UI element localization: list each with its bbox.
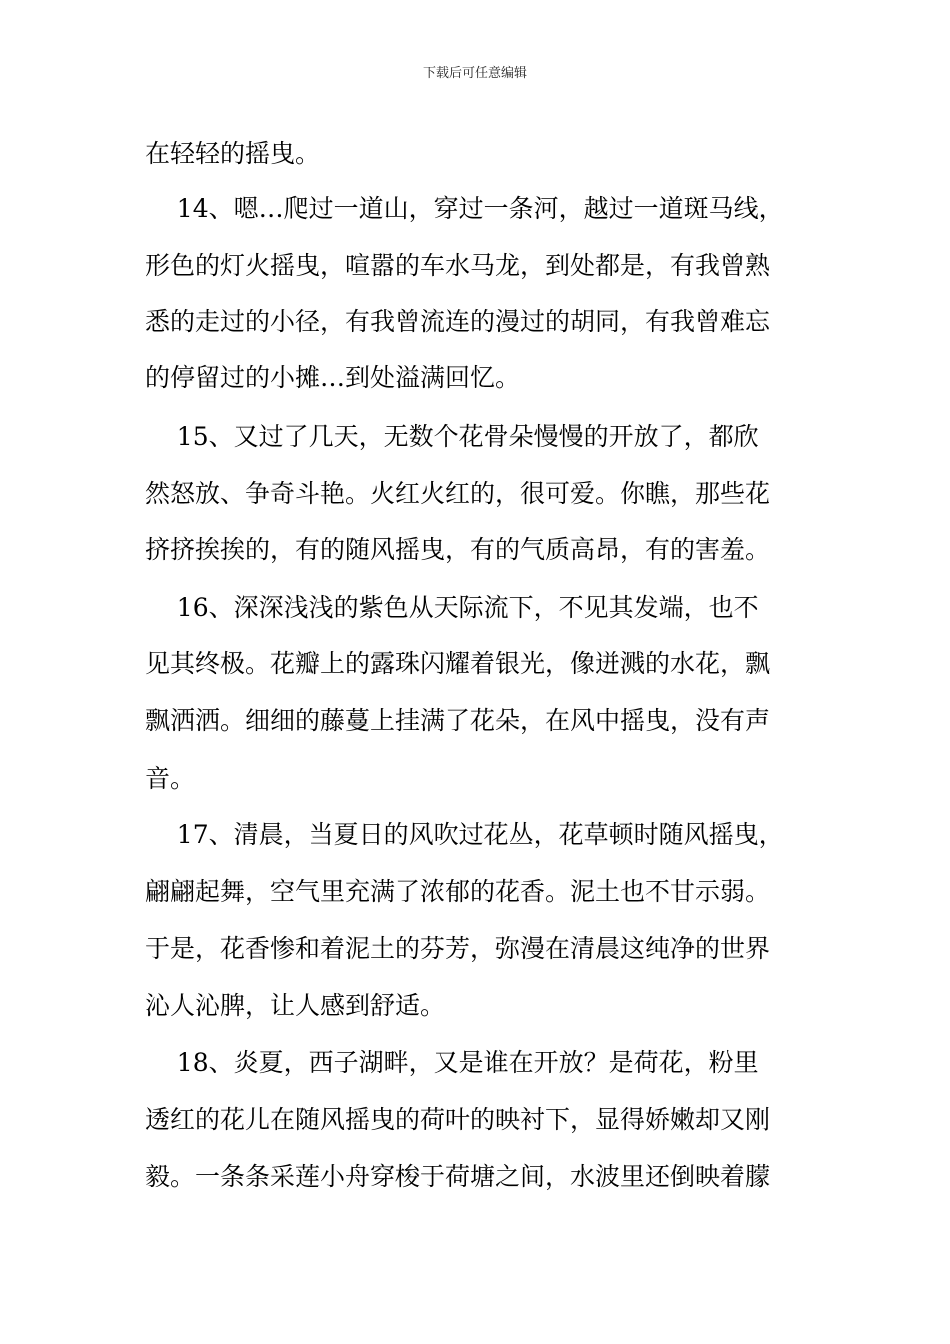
text-line: 毅。一条条采莲小舟穿梭于荷塘之间，水波里还倒映着朦: [145, 1162, 771, 1191]
text-line: 翩翩起舞，空气里充满了浓郁的花香。泥土也不甘示弱。: [145, 877, 771, 906]
text-line: 形色的灯火摇曳，喧嚣的车水马龙，到处都是，有我曾熟: [145, 251, 771, 280]
text-line: 沁人沁脾，让人感到舒适。: [145, 991, 446, 1020]
text-line: 挤挤挨挨的，有的随风摇曳，有的气质高昂，有的害羞。: [145, 535, 771, 564]
text-line: 14、嗯…爬过一道山，穿过一条河，越过一道斑马线，: [145, 194, 784, 223]
text-line: 见其终极。花瓣上的露珠闪耀着银光，像迸溅的水花，飘: [145, 649, 771, 678]
page-header: 下载后可任意编辑: [422, 66, 527, 81]
text-line: 悉的走过的小径，有我曾流连的漫过的胡同，有我曾难忘: [145, 307, 771, 336]
text-line: 于是，花香惨和着泥土的芬芳，弥漫在清晨这纯净的世界: [145, 934, 771, 963]
text-line: 透红的花儿在随风摇曳的荷叶的映衬下，显得娇嫩却又刚: [145, 1105, 771, 1134]
text-line: 音。: [145, 764, 196, 793]
text-line: 飘洒洒。细细的藤蔓上挂满了花朵，在风中摇曳，没有声: [145, 706, 771, 735]
text-line: 15、又过了几天，无数个花骨朵慢慢的开放了，都欣: [145, 422, 759, 451]
text-line: 在轻轻的摇曳。: [145, 139, 321, 168]
text-line: 然怒放、争奇斗艳。火红火红的，很可爱。你瞧，那些花: [145, 479, 771, 508]
text-line: 17、清晨，当夏日的风吹过花丛，花草顿时随风摇曳，: [145, 820, 784, 849]
text-line: 16、深深浅浅的紫色从天际流下，不见其发端，也不: [145, 593, 759, 622]
text-line: 18、炎夏，西子湖畔，又是谁在开放？是荷花，粉里: [145, 1048, 759, 1077]
text-line: 的停留过的小摊…到处溢满回忆。: [145, 363, 521, 392]
